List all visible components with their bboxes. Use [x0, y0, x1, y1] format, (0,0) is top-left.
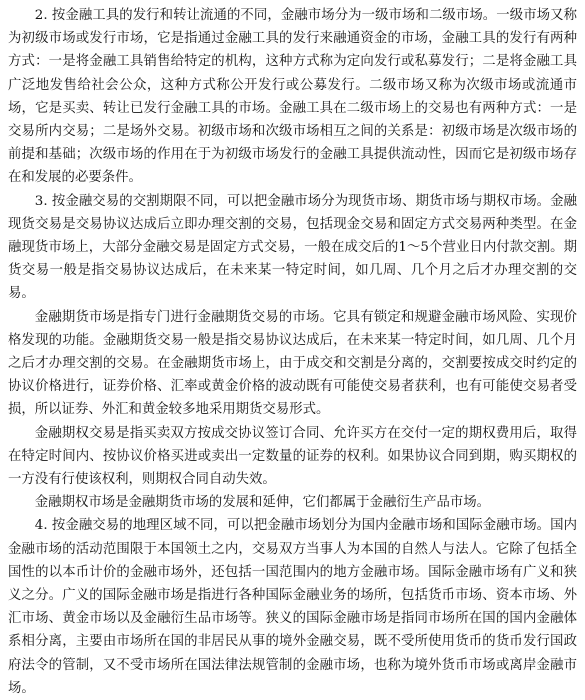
- paragraph-spot-futures-options-market: 3. 按金融交易的交割期限不同，可以把金融市场分为现货市场、期货市场与期权市场。金融现货交易是交易协议达成后立即办理交割的交易，包括现金交易和固定方式交易两种类型。在金融现货市场上，大部分金融交易是固定方式交易，一般在成交后的1～5个营业日内付款交割。期货交易一般是指交易协议达成后，在未来某一特定时间，如几周、几个月之后才办理交割的交易。: [8, 193, 577, 302]
- paragraph-options-market-derivatives: 金融期权市场是金融期货市场的发展和延伸，它们都属于金融衍生产品市场。: [34, 495, 491, 511]
- paragraph-primary-secondary-market: 2. 按金融工具的发行和转让流通的不同，金融市场分为一级市场和二级市场。一级市场又称为初级市场或发行市场，它是指通过金融工具的发行来融通资金的市场，金融工具的发行有两种方式：一是将金融工具销售给特定的机构，这种方式称为定向发行或私募发行；二是将金融工具广泛地发售给社会公众，这种方式称公开发行或公募发行。二级市场又称为次级市场或流通市场，它是买卖、转让已发行金融工具的市场。金融工具在二级市场上的交易也有两种方式：一是交易所内交易；二是场外交易。初级市场和次级市场相互之间的关系是：初级市场是次级市场的前提和基础；次级市场的作用在于为初级市场发行的金融工具提供流动性，因而它是初级市场存在和发展的必要条件。: [8, 8, 577, 186]
- paragraph-financial-futures-market: 金融期货市场是指专门进行金融期货交易的市场。它具有锁定和规避金融市场风险、实现价格发现的功能。金融期货交易一般是指交易协议达成后，在未来某一特定时间，如几周、几个月之后才办理交割的交易。在金融期货市场上，由于成交和交割是分离的，交割要按成交时约定的协议价格进行，证券价格、汇率或黄金价格的波动既有可能使交易者获利，也有可能使交易者受损，所以证券、外汇和黄金较多地采用期货交易形式。: [8, 309, 577, 418]
- paragraph-domestic-international-market: 4. 按金融交易的地理区域不同，可以把金融市场划分为国内金融市场和国际金融市场。国内金融市场的活动范围限于本国领土之内，交易双方当事人为本国的自然人与法人。它除了包括全国性的以本币计价的金融市场外，还包括一国范围内的地方金融市场。国际金融市场有广义和狭义之分。广义的国际金融市场是指进行各种国际金融业务的场所，包括货币市场、资本市场、外汇市场、黄金市场以及金融衍生品市场等。狭义的国际金融市场是指同市场所在国的国内金融体系相分离，主要由市场所在国的非居民从事的境外金融交易，既不受所使用货币的货币发行国政府法令的管制，又不受市场所在国法律法规管制的金融市场，也称为境外货币市场或离岸金融市场。: [8, 518, 577, 696]
- paragraph-financial-options-trading: 金融期权交易是指买卖双方按成交协议签订合同、允许买方在交付一定的期权费用后，取得在特定时间内、按协议价格买进或卖出一定数量的证券的权利。如果协议合同到期，购买期权的一方没有行使该权利，则期权合同自动失效。: [8, 425, 577, 488]
